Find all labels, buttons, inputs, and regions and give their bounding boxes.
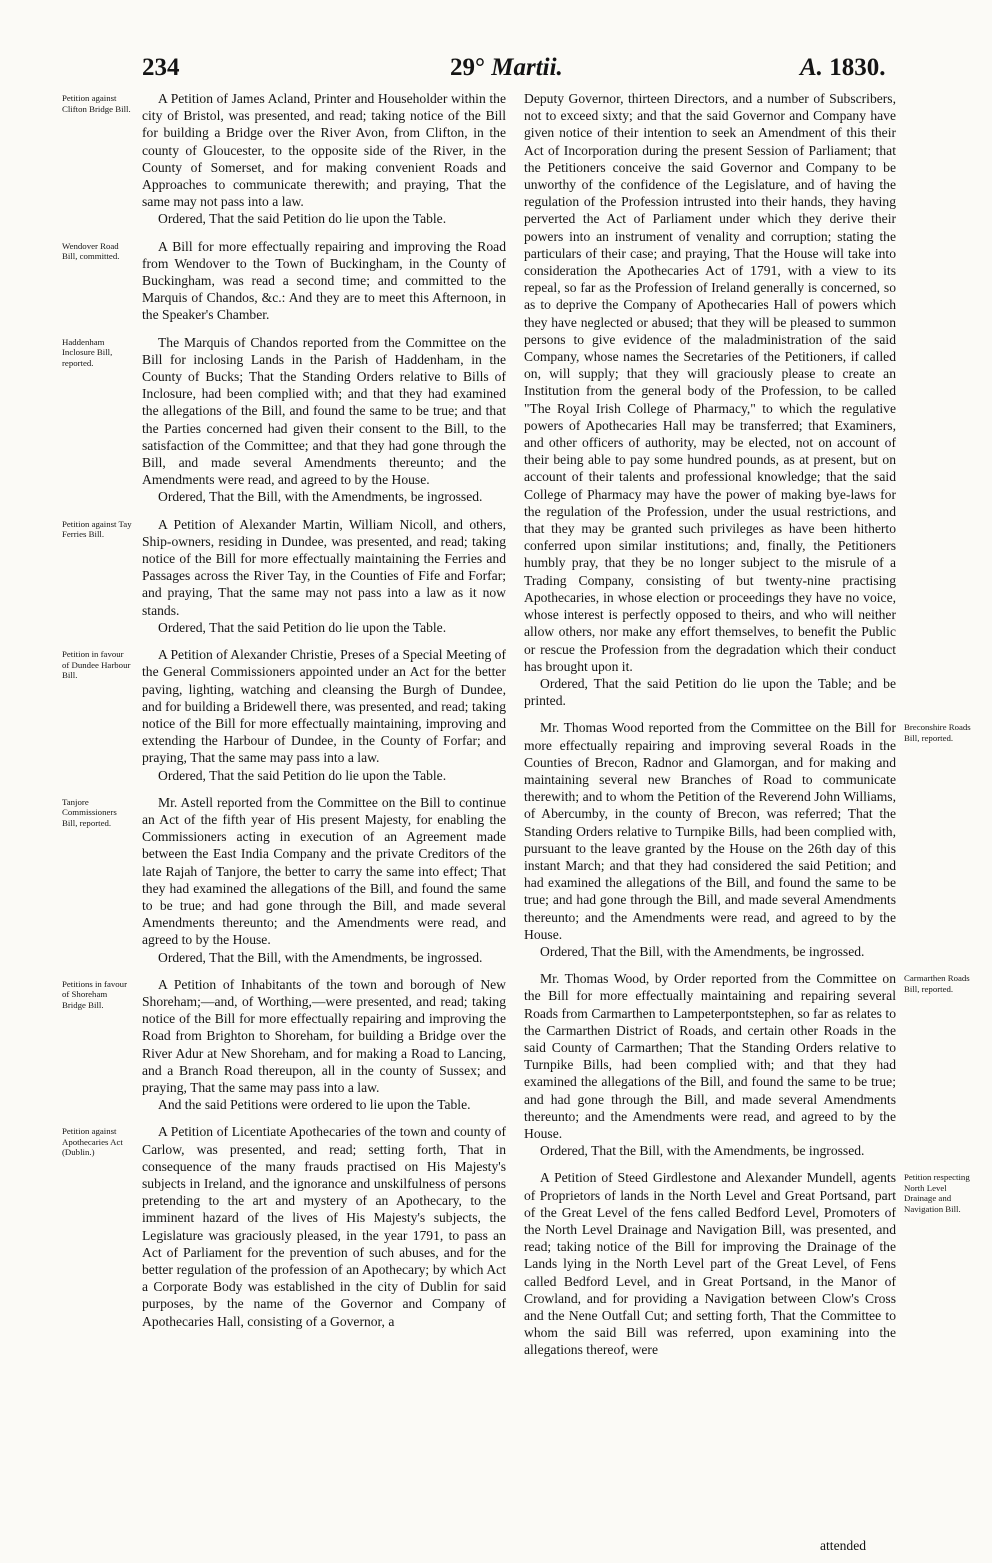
page-header (0, 54, 992, 90)
date-month: Martii. (491, 54, 563, 81)
margin-note: Tanjore Commissioners Bill, reported. (62, 796, 117, 828)
margin-note: Wendover Road Bill, committed. (62, 240, 120, 262)
catchword: attended (820, 1538, 867, 1553)
entry-paragraph: Ordered, That the said Petition do lie upon the Table. (158, 211, 447, 227)
entry-paragraph: The Marquis of Chandos reported from the Committee on the Bill for inclosing Lands in the Parish of Haddenham, in the County of Bucks; That the Standing Orders relative to Bills of Inclosure, had been complied with; and that they had examined the allegations of the Bill, and found the same to be true; and that the Parties concerned had given their consent to the Bill, to the satisfaction of the Committee; and that they had gone through the Bill, and made several Amendments thereunto; and the Amendments were read, and agreed to by the House. (142, 334, 506, 488)
journal-entry (524, 90, 896, 709)
entry-paragraph: Ordered, That the Bill, with the Amendments, be ingrossed. (540, 943, 865, 959)
entry-paragraph: Mr. Thomas Wood reported from the Committee on the Bill for more effectually repairing and improving several Roads in the Counties of Brecon, Radnor and Glamorgan, and for making and maintaining several new Branches of Road to communicate therewith; and to whom the Petition of the Reverend John Williams, of Abercumby, in the county of Brecon, was referred; That the Standing Orders relative to Turnpike Bills, had been complied with, pursuant to the leave granted by the House on the 26th day of this instant March; and that they had considered the said Petition; and had examined the allegations of the Bill, and found the same to be true; and had gone through the Bill, and made several Amendments thereunto; and the Amendments were read, and agreed to by the House. (524, 720, 896, 942)
margin-note: Breconshire Roads Bill, reported. (904, 722, 971, 743)
entry-paragraph: Ordered, That the said Petition do lie upon the Table. (158, 767, 447, 783)
journal-entry (62, 516, 506, 636)
entry-paragraph: A Bill for more effectually repairing and improving the Road from Wendover to the Town of Buckingham, in the County of Buckingham, was read a second time; and committed to the Marquis of Chandos, &c.: And they are to meet this Afternoon, in the Speaker's Chamber. (142, 238, 506, 323)
entry-paragraph: A Petition of Steed Girdlestone and Alexander Mundell, agents of Proprietors of lands in the North Level and Great Portsand, part of the Great Level of the fens called Bedford Level, Promoters of the North Level Drainage and Navigation Bill, was presented, and read; taking notice of the Bill for improving the Drainage of the Lands lying in the North Level part of the Great Level, of Fens called Bedford Level, and in Great Portsand, in the Manor of Crowland, and for providing a Navigation between Clow's Cross and the Nene Outfall Cut; and setting forth, That the Committee to whom the said Bill was referred, upon examining into the allegations thereof, were (524, 1170, 896, 1358)
journal-entry (524, 1169, 970, 1358)
margin-note: Petition respecting North Level Drainage and Navigation Bill. (904, 1172, 970, 1214)
entry-paragraph: Ordered, That the Bill, with the Amendments, be ingrossed. (158, 489, 483, 505)
entry-paragraph: A Petition of Alexander Christie, Preses of a Special Meeting of the General Commissioners appointed under an Act for the better paving, lighting, watching and cleansing the Burgh of Dundee, and for building a Bridewell there, was presented, and read; taking notice of the Bill for more effectually maintaining, improving and extending the Harbour of Dundee, in the County of Forfar; and praying, That the same may pass into a law. (142, 647, 506, 766)
journal-entry (62, 794, 506, 966)
entry-paragraph: A Petition of Inhabitants of the town and borough of New Shoreham;—and, of Worthing,—were presented, and read; taking notice of the Bill for more effectually repairing and improving the Road from Brighton to Shoreham, for building a Bridge over the River Adur at New Shoreham, and for making a Road to Lancing, and a Branch Road thereupon, all in the county of Sussex; and praying, That the same may pass into a law. (142, 976, 506, 1095)
entry-paragraph: Deputy Governor, thirteen Directors, and a number of Subscribers, not to exceed sixty; and that the said Governor and Company have given notice of their intention to seek an Amendment of this their Act of Incorporation during the present Session of Parliament; that the Petitioners conceive the said Governor and Company to be unworthy of the confidence of the Legislature, and of having the regulation of the Profession intrusted into their hands, they having perverted the Act of Parliament under which they derive their powers into an instrument of venality and corruption; stating the particulars of their case; and praying, That the House will take into consideration the Apothecaries Act of 1791, with a view to its repeal, so far as the Profession of Ireland generally is concerned, so as to deprive the Company of Apothecaries Hall of powers which they have neglected or abused; that they will be pleased to summon persons to give evidence of the maladministration of the said Company, whose names the Secretaries of the Petitioners, if called on, will supply; that they will graciously please to create an Institution from the general body of the Profession, to be called "The Royal Irish College of Pharmacy," to which the regulative powers of Apothecaries Hall may be transferred; that Examiners, and other officers of authority, may be elected, not on account of their being able to pay some hundred pounds, as at present, but on account of their talents and professional knowledge; that the said College of Pharmacy may have the power of making bye-laws for the regulation of the Profession, under the usual restrictions, and that they may be granted such privileges as have been hitherto conferred upon similar institutions; and, finally, the Petitioners humbly pray, that they be no longer subject to the misrule of a Trading Company, consisting of but twenty-nine practising Apothecaries, in whose election or proceedings they have no voice, whose interest is perfectly opposed to theirs, and who will neither allow others, nor make any effort themselves, to benefit the Public or rescue the Profession from the degradation which their conduct has brought upon it. (524, 91, 896, 674)
entry-paragraph: And the said Petitions were ordered to lie upon the Table. (158, 1097, 471, 1113)
date-heading (450, 54, 563, 82)
journal-entry (524, 970, 970, 1159)
entry-paragraph: Ordered, That the said Petition do lie upon the Table; and be printed. (524, 675, 896, 709)
journal-entry (62, 238, 506, 324)
entry-paragraph: Ordered, That the said Petition do lie upon the Table. (158, 619, 447, 635)
year: 1830. (829, 54, 886, 81)
page-number: 234 (142, 54, 180, 81)
right-column (524, 90, 971, 1369)
year-prefix: A. (800, 54, 823, 81)
year-heading (800, 54, 885, 82)
entry-paragraph: Mr. Astell reported from the Committee on the Bill to continue an Act of the fifth year of His present Majesty, for enabling the Commissioners acting in execution of an Agreement made between the East India Company and the private Creditors of the late Rajah of Tanjore, the better to carry the same into effect; That they had examined the allegations of the Bill, and found the same to be true; and had gone through the Bill, and made several Amendments thereunto; and the Amendments were read, and agreed to by the House. (142, 794, 506, 948)
journal-entry (62, 1123, 506, 1329)
margin-note: Petition in favour of Dundee Harbour Bill. (62, 649, 131, 681)
entry-paragraph: A Petition of Alexander Martin, William Nicoll, and others, Ship-owners, residing in Dundee, was presented, and read; taking notice of the Bill for more effectually maintaining the Ferries and Passages across the River Tay, in the Counties of Fife and Forfar; and praying, That the same may not pass into a law as it now stands. (142, 516, 506, 618)
journal-entry (62, 334, 506, 506)
entry-paragraph: Mr. Thomas Wood, by Order reported from the Committee on the Bill for more effectually maintaining and repairing several Roads from Carmarthen to Lampeterpontstephen, so far as relates to the Carmarthen District of Roads, and certain other Roads in the said County of Carmarthen; That the Standing Orders relative to Turnpike Bills, had been complied with; and that they had examined the allegations of the Bill, and found the same to be true; and had gone through the Bill, and made several Amendments thereunto; and the Amendments were read, and agreed to by the House. (524, 971, 896, 1141)
margin-note: Carmarthen Roads Bill, reported. (904, 973, 970, 994)
margin-note: Petitions in favour of Shoreham Bridge Bill. (62, 978, 127, 1010)
margin-note: Haddenham Inclosure Bill, reported. (62, 336, 113, 368)
date-day: 29° (450, 54, 485, 81)
journal-entry (524, 719, 971, 960)
entry-paragraph: Ordered, That the Bill, with the Amendments, be ingrossed. (540, 1143, 865, 1159)
margin-note: Petition against Apothecaries Act (Dublin.) (62, 1126, 123, 1158)
margin-note: Petition against Tay Ferries Bill. (62, 518, 132, 540)
entry-paragraph: A Petition of James Acland, Printer and Householder within the city of Bristol, was presented, and read; taking notice of the Bill for building a Bridge over the River Avon, from Clifton, in the county of Gloucester, to the opposite side of the River, in the County of Somerset, and for making convenient Roads and Approaches to communicate therewith; and praying, That the same may not pass into a law. (142, 91, 506, 210)
journal-entry (62, 976, 506, 1114)
margin-note: Petition against Clifton Bridge Bill. (62, 93, 131, 114)
entry-paragraph: A Petition of Licentiate Apothecaries of the town and county of Carlow, was presented, and read; setting forth, That in consequence of the many frauds practised on His Majesty's subjects in Ireland, and the ignorance and unskilfulness of persons pretending to the art and mystery of an Apothecary, to the imminent hazard of the lives of His Majesty's subjects, the Legislature was graciously pleased, in the year 1791, to pass an Act of Parliament for the prevention of such abuses, and for the better regulation of the profession of an Apothecary; by which Act a Corporate Body was established in the city of Dublin for said purposes, by the name of the Governor and Company of Apothecaries Hall, consisting of a Governor, a (142, 1124, 506, 1329)
journal-entry (62, 646, 506, 784)
left-column (62, 90, 506, 1340)
journal-entry (62, 90, 506, 228)
entry-paragraph: Ordered, That the Bill, with the Amendments, be ingrossed. (158, 949, 483, 965)
